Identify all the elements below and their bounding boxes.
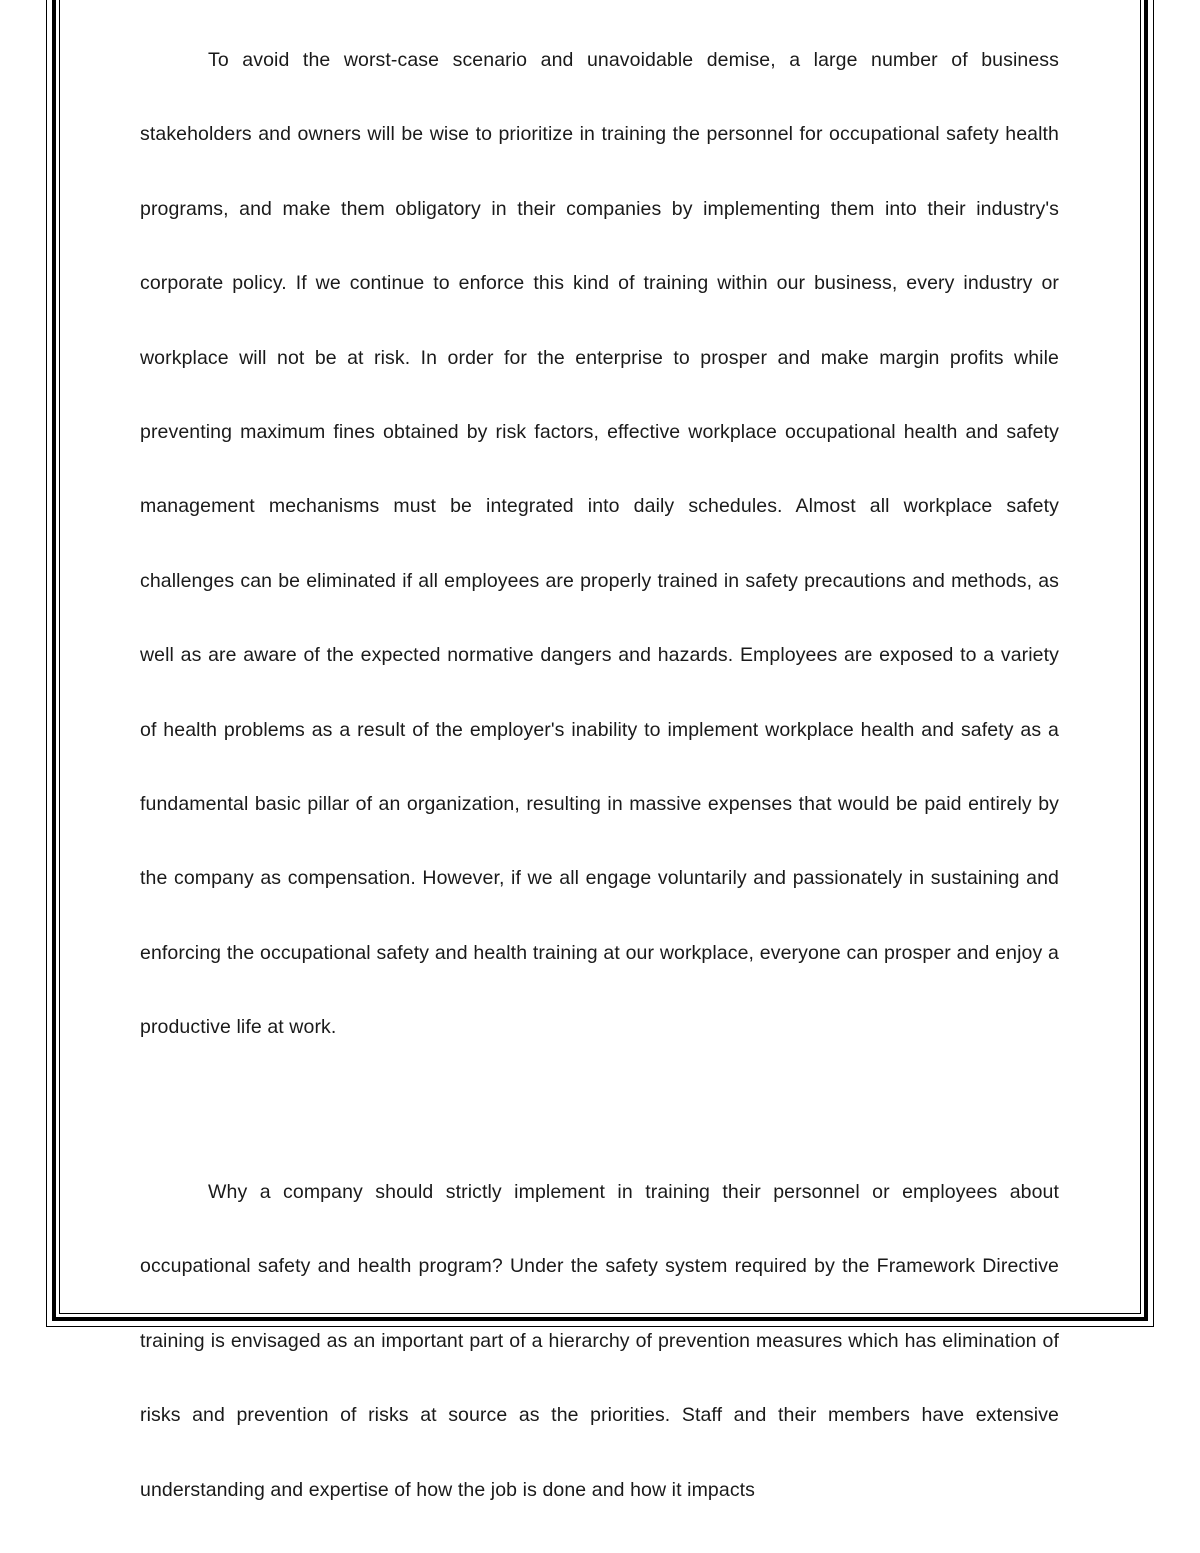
body-paragraph: To avoid the worst-case scenario and unavoidable demise, a large number of business stakeholders and owners will be wise to prioritize in training the personnel for occupational safety health programs, and make them obligatory in their companies by implementing them into their industry's corporate policy. If we continue to enforce this kind of training within our business, every industry or workplace will not be at risk. In order for the enterprise to prosper and make margin profits while preventing maximum fines obtained by risk factors, effective workplace occupational health and safety management mechanisms must be integrated into daily schedules. Almost all workplace safety challenges can be eliminated if all employees are properly trained in safety precautions and methods, as well as are aware of the expected normative dangers and hazards. Employees are exposed to a variety of health problems as a result of the employer's inability to implement workplace health and safety as a fundamental basic pillar of an organization, resulting in massive expenses that would be paid entirely by the company as compensation. However, if we all engage voluntarily and passionately in sustaining and enforcing the occupational safety and health training at our workplace, everyone can prosper and enjoy a productive life at work. <box>140 49 1059 1039</box>
body-paragraph: Why a company should strictly implement in training their personnel or employees about occupational safety and health program? Under the safety system required by the Framework Directive training is envisaged as an important part of a hierarchy of prevention measures which has elimination of risks and prevention of risks at source as the priorities. Staff and their members have extensive understanding and expertise of how the job is done and how it impacts <box>140 1181 1059 1501</box>
